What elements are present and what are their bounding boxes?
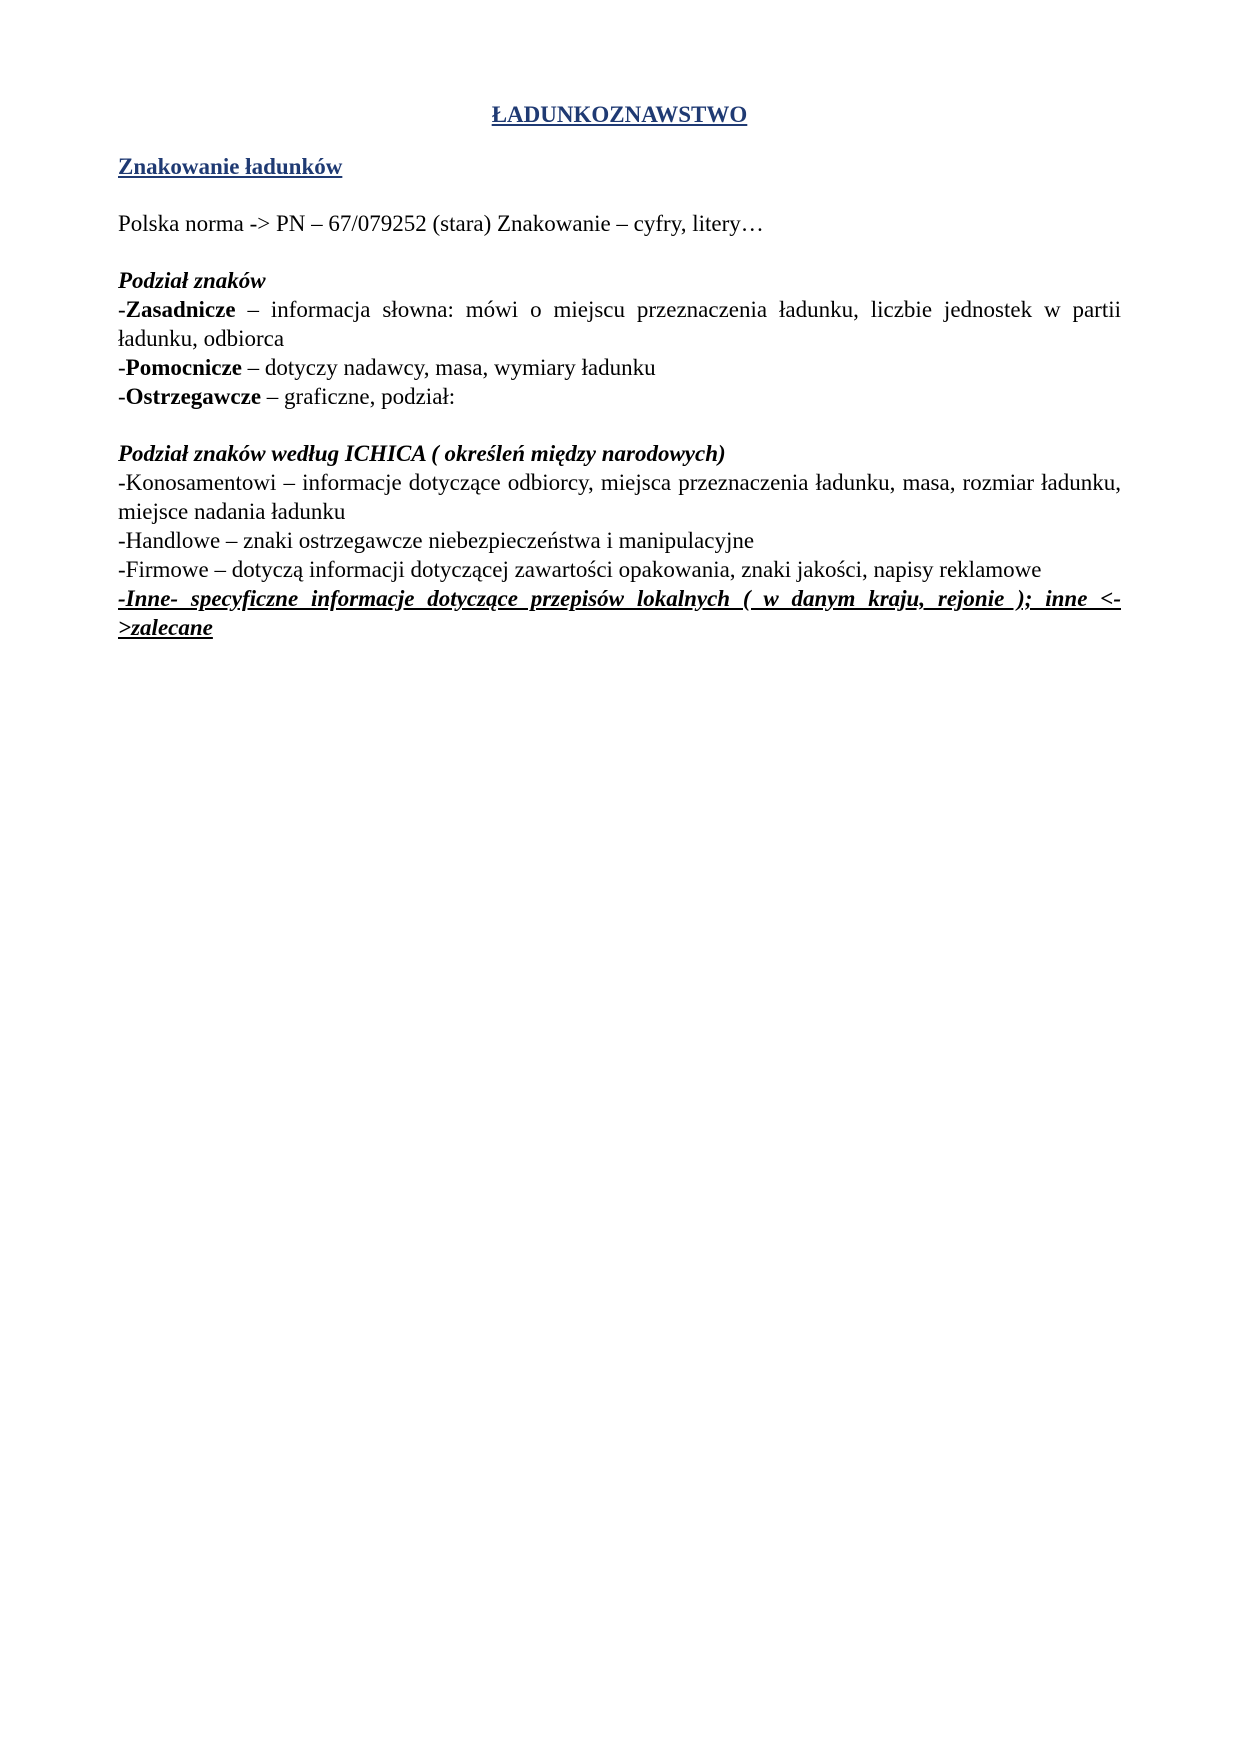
definition-pomocnicze: – dotyczy nadawcy, masa, wymiary ładunku <box>241 355 656 380</box>
list-item-prefix: - <box>118 355 126 380</box>
sign-division-section <box>118 266 1121 411</box>
intro-paragraph: Polska norma -> PN – 67/079252 (stara) Znakowanie – cyfry, litery… <box>118 211 764 236</box>
definition-zasadnicze: – informacja słowna: mówi o miejscu przeznaczenia ładunku, liczbie jednostek w partii ładunku, odbiorca <box>118 297 1121 351</box>
document-page <box>118 100 1121 670</box>
list-item-handlowe: -Handlowe – znaki ostrzegawcze niebezpieczeństwa i manipulacyjne <box>118 528 755 553</box>
sign-division-heading: Podział znaków <box>118 268 266 293</box>
list-item-firmowe: -Firmowe – dotyczą informacji dotyczącej zawartości opakowania, znaki jakości, napisy reklamowe <box>118 557 1042 582</box>
list-item-prefix: - <box>118 297 126 322</box>
list-item-ostrzegawcze <box>118 382 1121 411</box>
term-ostrzegawcze: Ostrzegawcze <box>125 384 262 409</box>
term-zasadnicze: Zasadnicze <box>125 297 236 322</box>
list-item-prefix: - <box>118 384 126 409</box>
ichica-heading: Podział znaków według ICHICA ( określeń między narodowych) <box>118 441 726 466</box>
document-title: ŁADUNKOZNAWSTWO <box>491 102 748 127</box>
list-item-inne: -Inne- specyficzne informacje dotyczące przepisów lokalnych ( w danym kraju, rejonie ); inne <->zalecane <box>118 586 1121 640</box>
list-item-zasadnicze <box>118 295 1121 353</box>
list-item-pomocnicze <box>118 353 1121 382</box>
list-item-konosamentowi: -Konosamentowi – informacje dotyczące odbiorcy, miejsca przeznaczenia ładunku, masa, rozmiar ładunku, miejsce nadania ładunku <box>118 470 1121 524</box>
section-subtitle: Znakowanie ładunków <box>118 154 343 179</box>
definition-ostrzegawcze: – graficzne, podział: <box>261 384 456 409</box>
ichica-section <box>118 439 1121 642</box>
term-pomocnicze: Pomocnicze <box>125 355 242 380</box>
